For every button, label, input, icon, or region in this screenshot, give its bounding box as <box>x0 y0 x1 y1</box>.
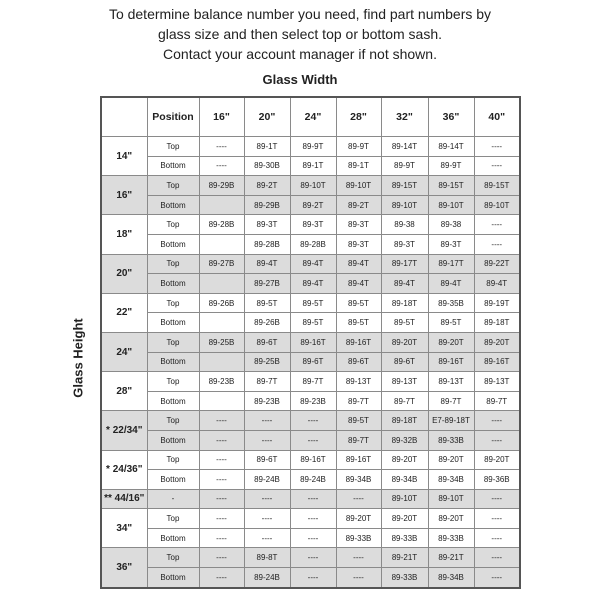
table-row <box>101 332 520 352</box>
part-number-cell: 89-16T <box>474 352 520 372</box>
position-header: Position <box>147 97 199 137</box>
part-number-cell: 89-6T <box>244 332 290 352</box>
part-number-cell: 89-5T <box>244 293 290 313</box>
part-number-cell: 89-4T <box>381 274 428 294</box>
part-number-cell: ---- <box>474 234 520 254</box>
part-number-cell <box>199 313 244 333</box>
width-header: 20" <box>244 97 290 137</box>
sash-position: Top <box>147 450 199 470</box>
part-number-cell: 89-29B <box>199 176 244 196</box>
part-number-cell: 89-29B <box>244 195 290 215</box>
sash-position: Bottom <box>147 234 199 254</box>
part-number-cell: ---- <box>290 489 336 509</box>
part-number-cell: 89-9T <box>428 156 474 176</box>
part-number-cell: 89-28B <box>290 234 336 254</box>
part-number-cell: 89-4T <box>474 274 520 294</box>
sash-position: - <box>147 489 199 509</box>
part-number-cell: ---- <box>199 509 244 529</box>
table-row <box>101 293 520 313</box>
part-number-cell: ---- <box>474 156 520 176</box>
part-number-cell: 89-5T <box>336 313 381 333</box>
part-number-cell: ---- <box>290 528 336 548</box>
part-number-cell: 89-20T <box>381 450 428 470</box>
part-number-cell: 89-3T <box>290 215 336 235</box>
glass-height-label: 34" <box>101 509 147 548</box>
width-header: 32" <box>381 97 428 137</box>
part-number-cell: 89-33B <box>381 568 428 588</box>
glass-height-label: 36" <box>101 548 147 588</box>
part-number-cell: ---- <box>244 430 290 450</box>
table-row <box>101 509 520 529</box>
part-number-cell: ---- <box>474 568 520 588</box>
part-number-cell: 89-24B <box>244 568 290 588</box>
sash-position: Top <box>147 215 199 235</box>
width-header: 24" <box>290 97 336 137</box>
part-number-cell: 89-13T <box>474 372 520 392</box>
part-number-cell: 89-10T <box>381 489 428 509</box>
part-number-cell: 89-34B <box>381 470 428 490</box>
part-number-cell: 89-10T <box>290 176 336 196</box>
part-number-cell: 89-33B <box>381 528 428 548</box>
part-number-cell: 89-8T <box>244 548 290 568</box>
part-number-cell: 89-20T <box>381 509 428 529</box>
part-number-cell: 89-23B <box>199 372 244 392</box>
part-number-cell: 89-10T <box>336 176 381 196</box>
part-number-cell: 89-5T <box>336 411 381 431</box>
sash-position: Top <box>147 372 199 392</box>
part-number-cell: 89-5T <box>290 293 336 313</box>
glass-height-label: ** 44/16" <box>101 489 147 509</box>
part-number-cell: ---- <box>199 568 244 588</box>
glass-height-label: * 24/36" <box>101 450 147 489</box>
part-number-cell <box>199 195 244 215</box>
part-number-cell: 89-13T <box>381 372 428 392</box>
part-number-cell: 89-3T <box>428 234 474 254</box>
part-number-cell: ---- <box>290 411 336 431</box>
table-row <box>101 391 520 411</box>
part-number-cell: 89-20T <box>428 332 474 352</box>
width-header: 40" <box>474 97 520 137</box>
sash-position: Top <box>147 548 199 568</box>
table-row <box>101 352 520 372</box>
sash-position: Top <box>147 509 199 529</box>
table-row <box>101 430 520 450</box>
part-number-cell: 89-5T <box>428 313 474 333</box>
part-number-cell <box>199 274 244 294</box>
sash-position: Bottom <box>147 568 199 588</box>
glass-height-label: 24" <box>101 332 147 371</box>
table-row <box>101 274 520 294</box>
part-number-cell: 89-15T <box>381 176 428 196</box>
table-row <box>101 234 520 254</box>
part-number-cell: 89-4T <box>336 274 381 294</box>
instructions <box>0 4 600 64</box>
part-number-cell: 89-28B <box>199 215 244 235</box>
part-number-cell: 89-20T <box>428 450 474 470</box>
part-number-cell: 89-10T <box>381 195 428 215</box>
part-number-cell: 89-7T <box>336 391 381 411</box>
corner-cell <box>101 97 147 137</box>
part-number-cell: ---- <box>199 470 244 490</box>
sash-position: Bottom <box>147 528 199 548</box>
part-number-cell: 89-4T <box>428 274 474 294</box>
instructions-line-2: glass size and then select top or bottom sash. <box>157 26 443 42</box>
part-number-cell: 89-10T <box>474 195 520 215</box>
sash-position: Bottom <box>147 313 199 333</box>
table-row <box>101 215 520 235</box>
part-number-cell: 89-7T <box>381 391 428 411</box>
part-number-cell: 89-14T <box>428 137 474 157</box>
table-row <box>101 568 520 588</box>
part-number-cell: ---- <box>199 137 244 157</box>
part-number-cell: 89-25B <box>244 352 290 372</box>
part-number-cell: 89-27B <box>199 254 244 274</box>
part-number-cell: 89-6T <box>244 450 290 470</box>
part-number-cell: 89-10T <box>428 489 474 509</box>
part-number-cell: ---- <box>199 411 244 431</box>
part-number-cell: ---- <box>199 548 244 568</box>
part-number-cell: 89-34B <box>428 568 474 588</box>
table-row <box>101 176 520 196</box>
table-row <box>101 489 520 509</box>
sash-position: Bottom <box>147 391 199 411</box>
part-number-cell: 89-35B <box>428 293 474 313</box>
part-number-cell: 89-4T <box>244 254 290 274</box>
part-number-cell: ---- <box>474 509 520 529</box>
part-number-cell: 89-2T <box>244 176 290 196</box>
sash-position: Bottom <box>147 156 199 176</box>
part-number-cell: 89-20T <box>381 332 428 352</box>
part-number-cell: 89-7T <box>336 430 381 450</box>
glass-height-label: 16" <box>101 176 147 215</box>
table-body <box>101 137 520 588</box>
part-number-cell: 89-33B <box>428 430 474 450</box>
part-number-cell: 89-16T <box>290 332 336 352</box>
table-row <box>101 548 520 568</box>
part-number-cell: 89-16T <box>290 450 336 470</box>
part-number-cell: 89-17T <box>381 254 428 274</box>
part-number-cell: 89-14T <box>381 137 428 157</box>
part-number-cell: 89-9T <box>381 156 428 176</box>
part-number-cell: E7-89-18T <box>428 411 474 431</box>
part-number-cell: 89-10T <box>428 195 474 215</box>
glass-height-label: * 22/34" <box>101 411 147 450</box>
part-number-cell <box>199 352 244 372</box>
width-header: 36" <box>428 97 474 137</box>
part-number-cell: 89-7T <box>290 372 336 392</box>
part-number-cell: 89-18T <box>381 293 428 313</box>
part-number-cell: 89-33B <box>428 528 474 548</box>
part-number-cell: 89-27B <box>244 274 290 294</box>
part-number-cell: ---- <box>474 489 520 509</box>
part-number-cell <box>199 391 244 411</box>
part-number-cell: 89-1T <box>336 156 381 176</box>
sash-position: Top <box>147 332 199 352</box>
table-row <box>101 372 520 392</box>
part-number-cell: 89-38 <box>428 215 474 235</box>
sash-position: Bottom <box>147 430 199 450</box>
sash-position: Top <box>147 254 199 274</box>
part-number-cell: 89-20T <box>428 509 474 529</box>
part-number-cell: 89-38 <box>381 215 428 235</box>
part-number-cell: 89-18T <box>474 313 520 333</box>
part-number-cell: 89-16T <box>336 332 381 352</box>
table-row <box>101 313 520 333</box>
table-row <box>101 470 520 490</box>
balance-part-number-table <box>100 96 521 589</box>
header-row <box>101 97 520 137</box>
part-number-cell: ---- <box>199 489 244 509</box>
part-number-cell: 89-26B <box>199 293 244 313</box>
part-number-cell: ---- <box>290 430 336 450</box>
instructions-line-3: Contact your account manager if not shown. <box>163 46 437 62</box>
part-number-cell: ---- <box>290 548 336 568</box>
sash-position: Top <box>147 411 199 431</box>
glass-height-label: 28" <box>101 372 147 411</box>
part-number-cell: 89-5T <box>381 313 428 333</box>
part-number-cell: 89-20T <box>474 332 520 352</box>
part-number-cell: 89-22T <box>474 254 520 274</box>
part-number-cell: ---- <box>336 489 381 509</box>
part-number-cell: 89-4T <box>336 254 381 274</box>
part-number-cell: 89-9T <box>336 137 381 157</box>
part-number-cell: 89-5T <box>290 313 336 333</box>
part-number-cell: 89-17T <box>428 254 474 274</box>
part-number-cell: ---- <box>199 156 244 176</box>
part-number-cell: 89-3T <box>244 215 290 235</box>
part-number-cell: 89-13T <box>428 372 474 392</box>
part-number-cell: 89-23B <box>244 391 290 411</box>
part-number-cell: 89-36B <box>474 470 520 490</box>
part-number-cell: 89-30B <box>244 156 290 176</box>
part-number-cell: 89-23B <box>290 391 336 411</box>
part-number-cell: ---- <box>244 489 290 509</box>
sash-position: Bottom <box>147 352 199 372</box>
part-number-cell: 89-5T <box>336 293 381 313</box>
part-number-cell: ---- <box>244 509 290 529</box>
part-number-cell: 89-6T <box>381 352 428 372</box>
glass-height-label: 14" <box>101 137 147 176</box>
part-number-cell: 89-6T <box>290 352 336 372</box>
part-number-cell: 89-34B <box>336 470 381 490</box>
instructions-line-1: To determine balance number you need, find part numbers by <box>108 6 492 22</box>
glass-height-label: 22" <box>101 293 147 332</box>
part-number-cell: 89-32B <box>381 430 428 450</box>
part-number-cell: 89-7T <box>428 391 474 411</box>
part-number-cell: ---- <box>199 430 244 450</box>
part-number-cell: ---- <box>474 137 520 157</box>
table-row <box>101 156 520 176</box>
sash-position: Bottom <box>147 274 199 294</box>
part-number-cell: ---- <box>474 548 520 568</box>
width-header: 28" <box>336 97 381 137</box>
sash-position: Bottom <box>147 470 199 490</box>
part-number-cell: 89-16T <box>336 450 381 470</box>
part-number-cell: 89-26B <box>244 313 290 333</box>
part-number-cell: 89-18T <box>381 411 428 431</box>
part-number-cell: 89-9T <box>290 137 336 157</box>
part-number-cell: ---- <box>336 548 381 568</box>
part-number-cell: 89-34B <box>428 470 474 490</box>
part-number-cell: 89-1T <box>290 156 336 176</box>
part-number-cell: 89-1T <box>244 137 290 157</box>
part-number-cell: ---- <box>336 568 381 588</box>
part-number-cell: ---- <box>474 528 520 548</box>
part-number-cell: 89-20T <box>474 450 520 470</box>
glass-height-label: 18" <box>101 215 147 254</box>
part-number-cell: 89-3T <box>381 234 428 254</box>
width-header: 16" <box>199 97 244 137</box>
table-row <box>101 254 520 274</box>
part-number-cell: 89-6T <box>336 352 381 372</box>
part-number-cell: 89-2T <box>290 195 336 215</box>
part-number-cell: 89-15T <box>428 176 474 196</box>
part-number-cell: 89-4T <box>290 254 336 274</box>
sash-position: Top <box>147 176 199 196</box>
part-number-cell: 89-4T <box>290 274 336 294</box>
part-number-cell: ---- <box>244 528 290 548</box>
part-number-cell: 89-21T <box>381 548 428 568</box>
part-number-cell: 89-3T <box>336 234 381 254</box>
part-number-cell: 89-15T <box>474 176 520 196</box>
sash-position: Bottom <box>147 195 199 215</box>
part-number-cell: 89-28B <box>244 234 290 254</box>
part-number-cell: 89-3T <box>336 215 381 235</box>
table-row <box>101 450 520 470</box>
part-number-cell <box>199 234 244 254</box>
part-number-cell: 89-20T <box>336 509 381 529</box>
part-number-cell: 89-2T <box>336 195 381 215</box>
glass-height-label: 20" <box>101 254 147 293</box>
part-number-cell: ---- <box>199 528 244 548</box>
table-row <box>101 195 520 215</box>
part-number-cell: ---- <box>474 411 520 431</box>
table-row <box>101 137 520 157</box>
part-number-cell: ---- <box>244 411 290 431</box>
glass-width-title: Glass Width <box>262 72 338 87</box>
part-number-cell: ---- <box>474 430 520 450</box>
part-number-cell: 89-7T <box>474 391 520 411</box>
table-row <box>101 411 520 431</box>
part-number-cell: ---- <box>199 450 244 470</box>
part-number-cell: 89-21T <box>428 548 474 568</box>
part-number-cell: 89-19T <box>474 293 520 313</box>
part-number-cell: 89-7T <box>244 372 290 392</box>
part-number-cell: 89-24B <box>244 470 290 490</box>
sash-position: Top <box>147 293 199 313</box>
part-number-cell: ---- <box>290 568 336 588</box>
part-number-cell: 89-25B <box>199 332 244 352</box>
part-number-cell: 89-33B <box>336 528 381 548</box>
part-number-cell: 89-24B <box>290 470 336 490</box>
glass-height-title: Glass Height <box>70 318 86 398</box>
sash-position: Top <box>147 137 199 157</box>
table-row <box>101 528 520 548</box>
part-number-cell: 89-13T <box>336 372 381 392</box>
part-number-cell: 89-16T <box>428 352 474 372</box>
part-number-cell: ---- <box>474 215 520 235</box>
part-number-cell: ---- <box>290 509 336 529</box>
